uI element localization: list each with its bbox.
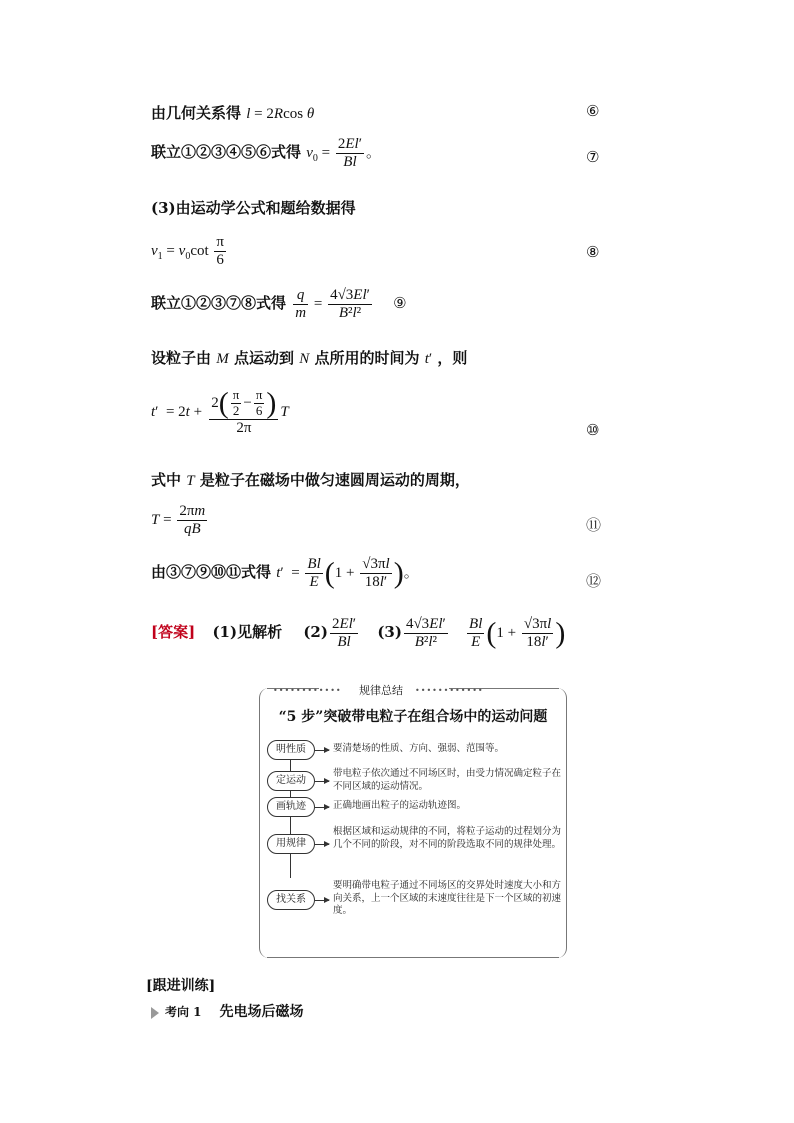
equation-number-8: ⑧ bbox=[586, 243, 600, 261]
step-3-label: 画轨迹 bbox=[267, 797, 315, 817]
step-5-desc: 要明确带电粒子通过不同场区的交界处时速度大小和方向关系，上一个区域的末速度往往是下一个区域的初速度。 bbox=[333, 880, 562, 916]
equation-number-7: ⑦ bbox=[586, 148, 600, 166]
direction-heading: 考向 1 先电场后磁场 bbox=[151, 1001, 304, 1021]
equation-q-over-m: 联立①②③⑦⑧式得 $\frac{q}{m}$ = $\frac{4√3El'}{\text{B²l²}}$ ⑨ bbox=[151, 287, 407, 322]
summary-heading: “5 步”突破带电粒子在组合场中的运动问题 bbox=[278, 709, 548, 725]
summary-frame bbox=[259, 688, 567, 958]
step-4-desc: 根据区域和运动规律的不同，将粒子运动的过程划分为几个不同的阶段，对不同的阶段选取不同的规律处理。 bbox=[333, 826, 562, 850]
arrow-icon bbox=[315, 750, 329, 751]
equation-t-prime: t′ = 2t + 2( $\frac{\pi}{2}$ − $\frac{\pi}{6}$ ) 2π T bbox=[151, 386, 289, 436]
equation-number-6: ⑥ bbox=[586, 102, 600, 120]
summary-title: 规律总结 bbox=[359, 684, 403, 697]
arrow-icon bbox=[315, 844, 329, 845]
section-3-heading: (3)由运动学公式和题给数据得 bbox=[151, 199, 356, 217]
answer-label: [答案] bbox=[151, 623, 196, 642]
step-4-label: 用规律 bbox=[267, 834, 315, 854]
equation-number-10: ⑩ bbox=[586, 421, 600, 439]
arrow-icon bbox=[315, 781, 329, 782]
period-statement: 式中 T 是粒子在磁场中做匀速圆周运动的周期， bbox=[151, 471, 470, 489]
triangle-icon bbox=[151, 1007, 159, 1019]
step-2-desc: 带电粒子依次通过不同场区时，由受力情况确定粒子在不同区域的运动情况。 bbox=[333, 768, 562, 792]
step-1-label: 明性质 bbox=[267, 740, 315, 760]
follow-up-title: [跟进训练] bbox=[146, 978, 216, 994]
arrow-icon bbox=[315, 900, 329, 901]
equation-period: T = $\frac{2\pi m}{qB}$ bbox=[151, 503, 206, 538]
equation-t-result: 由③⑦⑨⑩⑪式得 t′ = $\frac{Bl}{E}$ (1 + $\frac{√3\pi l}{18l'}$ )。 bbox=[151, 556, 419, 591]
equation-number-11: ⑪ bbox=[586, 516, 602, 534]
step-3-desc: 正确地画出粒子的运动轨迹图。 bbox=[333, 800, 467, 811]
equation-geometry: 由几何关系得 l = 2Rcos θ bbox=[151, 104, 315, 122]
step-1-desc: 要清楚场的性质、方向、强弱、范围等。 bbox=[333, 743, 505, 754]
step-2-label: 定运动 bbox=[267, 771, 315, 791]
time-statement: 设粒子由 M 点运动到 N 点所用的时间为 t′ ，则 bbox=[151, 349, 468, 367]
arrow-icon bbox=[315, 807, 329, 808]
answer-line: [答案] (1)见解析 (2) $\frac{2El'}{Bl}$ (3) $\frac{4√3El'}{\text{B²l²}}$ $\frac{Bl}{E}$ (1 + $\frac{√3\pi l}{18l'}$ ) bbox=[151, 616, 566, 651]
equation-v0: 联立①②③④⑤⑥式得 $v_0$ = $\frac{2El'}{Bl}$ 。 bbox=[151, 136, 382, 171]
step-5-label: 找关系 bbox=[267, 890, 315, 910]
equation-number-12: ⑫ bbox=[586, 572, 602, 590]
summary-box: •••••••••••• •••••••••••• 规律总结 “5 步”突破带电粒子在组合场中的运动问题 明性质 要清楚场的性质、方向、强弱、范围等。 定运动 带电粒子依次通过不同场区时，由受力情况确定粒子在不同区域的运动情况。 画轨迹 正确地画出粒子的运动轨迹图。 用规律 根据区域和运动规律的不同，将粒子运动的过程划分为几个不同的阶段，对不同的阶段选取不同的规律处理。 找关系 要明确带电粒子通过不同场区的交界处时速度大小和方向关系，上一个区域的末速度往往是下一个区域的初速度。 bbox=[259, 682, 567, 960]
equation-v1: $v_1 = v_0\cot$ $\frac{\pi}{6}$ bbox=[151, 234, 224, 269]
